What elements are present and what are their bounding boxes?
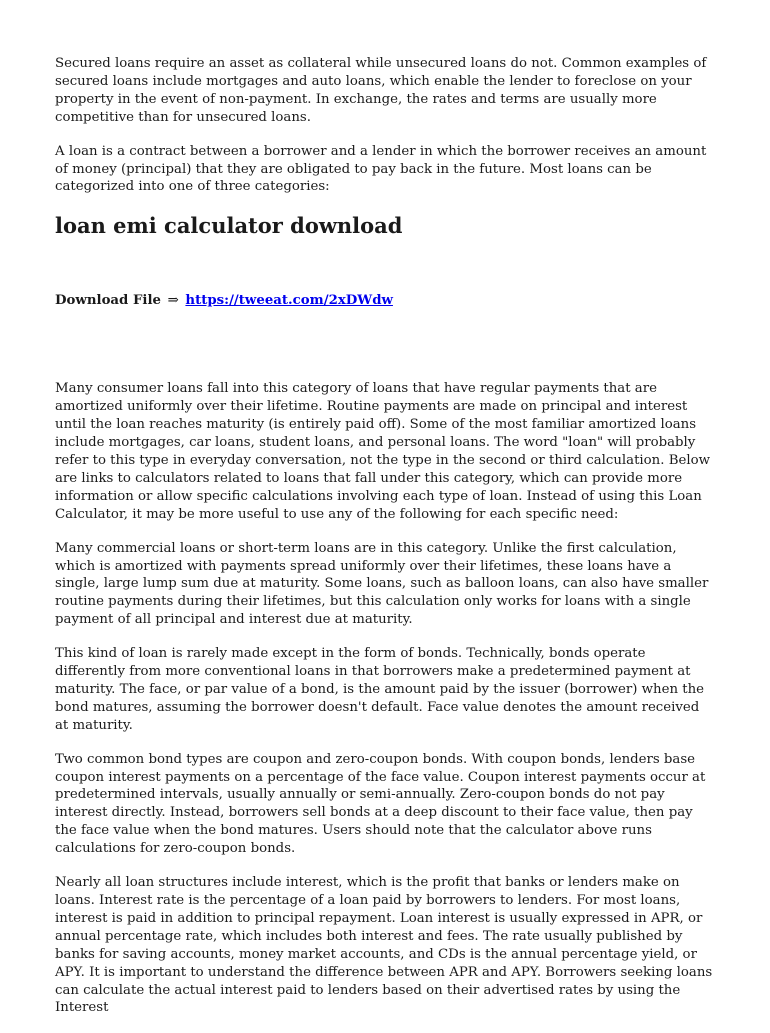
download-line [55, 292, 715, 310]
download-link[interactable]: https://tweeat.com/2xDWdw [185, 293, 393, 309]
arrow-icon: ⇒ [167, 293, 179, 309]
paragraph-secured-loans: Secured loans require an asset as collateral while unsecured loans do not. Common examples of secured loans include mortgages and auto loans, which enable the lender to foreclose on your property in the event of non-payment. In exchange, the rates and terms are usually more competitive than for unsecured loans. [55, 56, 707, 125]
page-title: loan emi calculator download [55, 213, 403, 239]
document-page [55, 55, 715, 1033]
paragraph-amortized-loans: Many consumer loans fall into this category of loans that have regular payments that are amortized uniformly over their lifetime. Routine payments are made on principal and interest until the loan reaches maturity (is entirely paid off). Some of the most familiar amortized loans include mortgages, car loans, student loans, and personal loans. The word "loan" will probably refer to this type in everyday conversation, not the type in the second or third calculation. Below are links to calculators related to loans that fall under this category, which can provide more information or allow specific calculations involving each type of loan. Instead of using this Loan Calculator, it may be more useful to use any of the following for each specific need: [55, 381, 710, 522]
paragraph-interest: Nearly all loan structures include interest, which is the profit that banks or lenders make on loans. Interest rate is the percentage of a loan paid by borrowers to lenders. For most loans, interest is paid in addition to principal repayment. Loan interest is usually expressed in APR, or annual percentage rate, which includes both interest and fees. The rate usually published by banks for saving accounts, money market accounts, and CDs is the annual percentage yield, or APY. It is important to understand the difference between APR and APY. Borrowers seeking loans can calculate the actual interest paid to lenders based on their advertised rates by using the Interest [55, 875, 713, 1016]
paragraph-bonds: This kind of loan is rarely made except in the form of bonds. Technically, bonds operate differently from more conventional loans in that borrowers make a predetermined payment at maturity. The face, or par value of a bond, is the amount paid by the issuer (borrower) when the bond matures, assuming the borrower doesn't default. Face value denotes the amount received at maturity. [55, 646, 705, 733]
paragraph-bond-types: Two common bond types are coupon and zero-coupon bonds. With coupon bonds, lenders base coupon interest payments on a percentage of the face value. Coupon interest payments occur at predetermined intervals, usually annually or semi-annually. Zero-coupon bonds do not pay interest directly. Instead, borrowers sell bonds at a deep discount to their face value, then pay the face value when the bond matures. Users should note that the calculator above runs calculations for zero-coupon bonds. [55, 751, 706, 857]
paragraph-loan-definition: A loan is a contract between a borrower and a lender in which the borrower receives an amount of money (principal) that they are obligated to pay back in the future. Most loans can be categorized into one of three categories: [55, 143, 707, 195]
download-label: Download File [55, 293, 161, 309]
paragraph-lump-sum-loans: Many commercial loans or short-term loans are in this category. Unlike the first calculation, which is amortized with payments spread uniformly over their lifetimes, these loans have a single, large lump sum due at maturity. Some loans, such as balloon loans, can also have smaller routine payments during their lifetimes, but this calculation only works for loans with a single payment of all principal and interest due at maturity. [55, 540, 709, 628]
